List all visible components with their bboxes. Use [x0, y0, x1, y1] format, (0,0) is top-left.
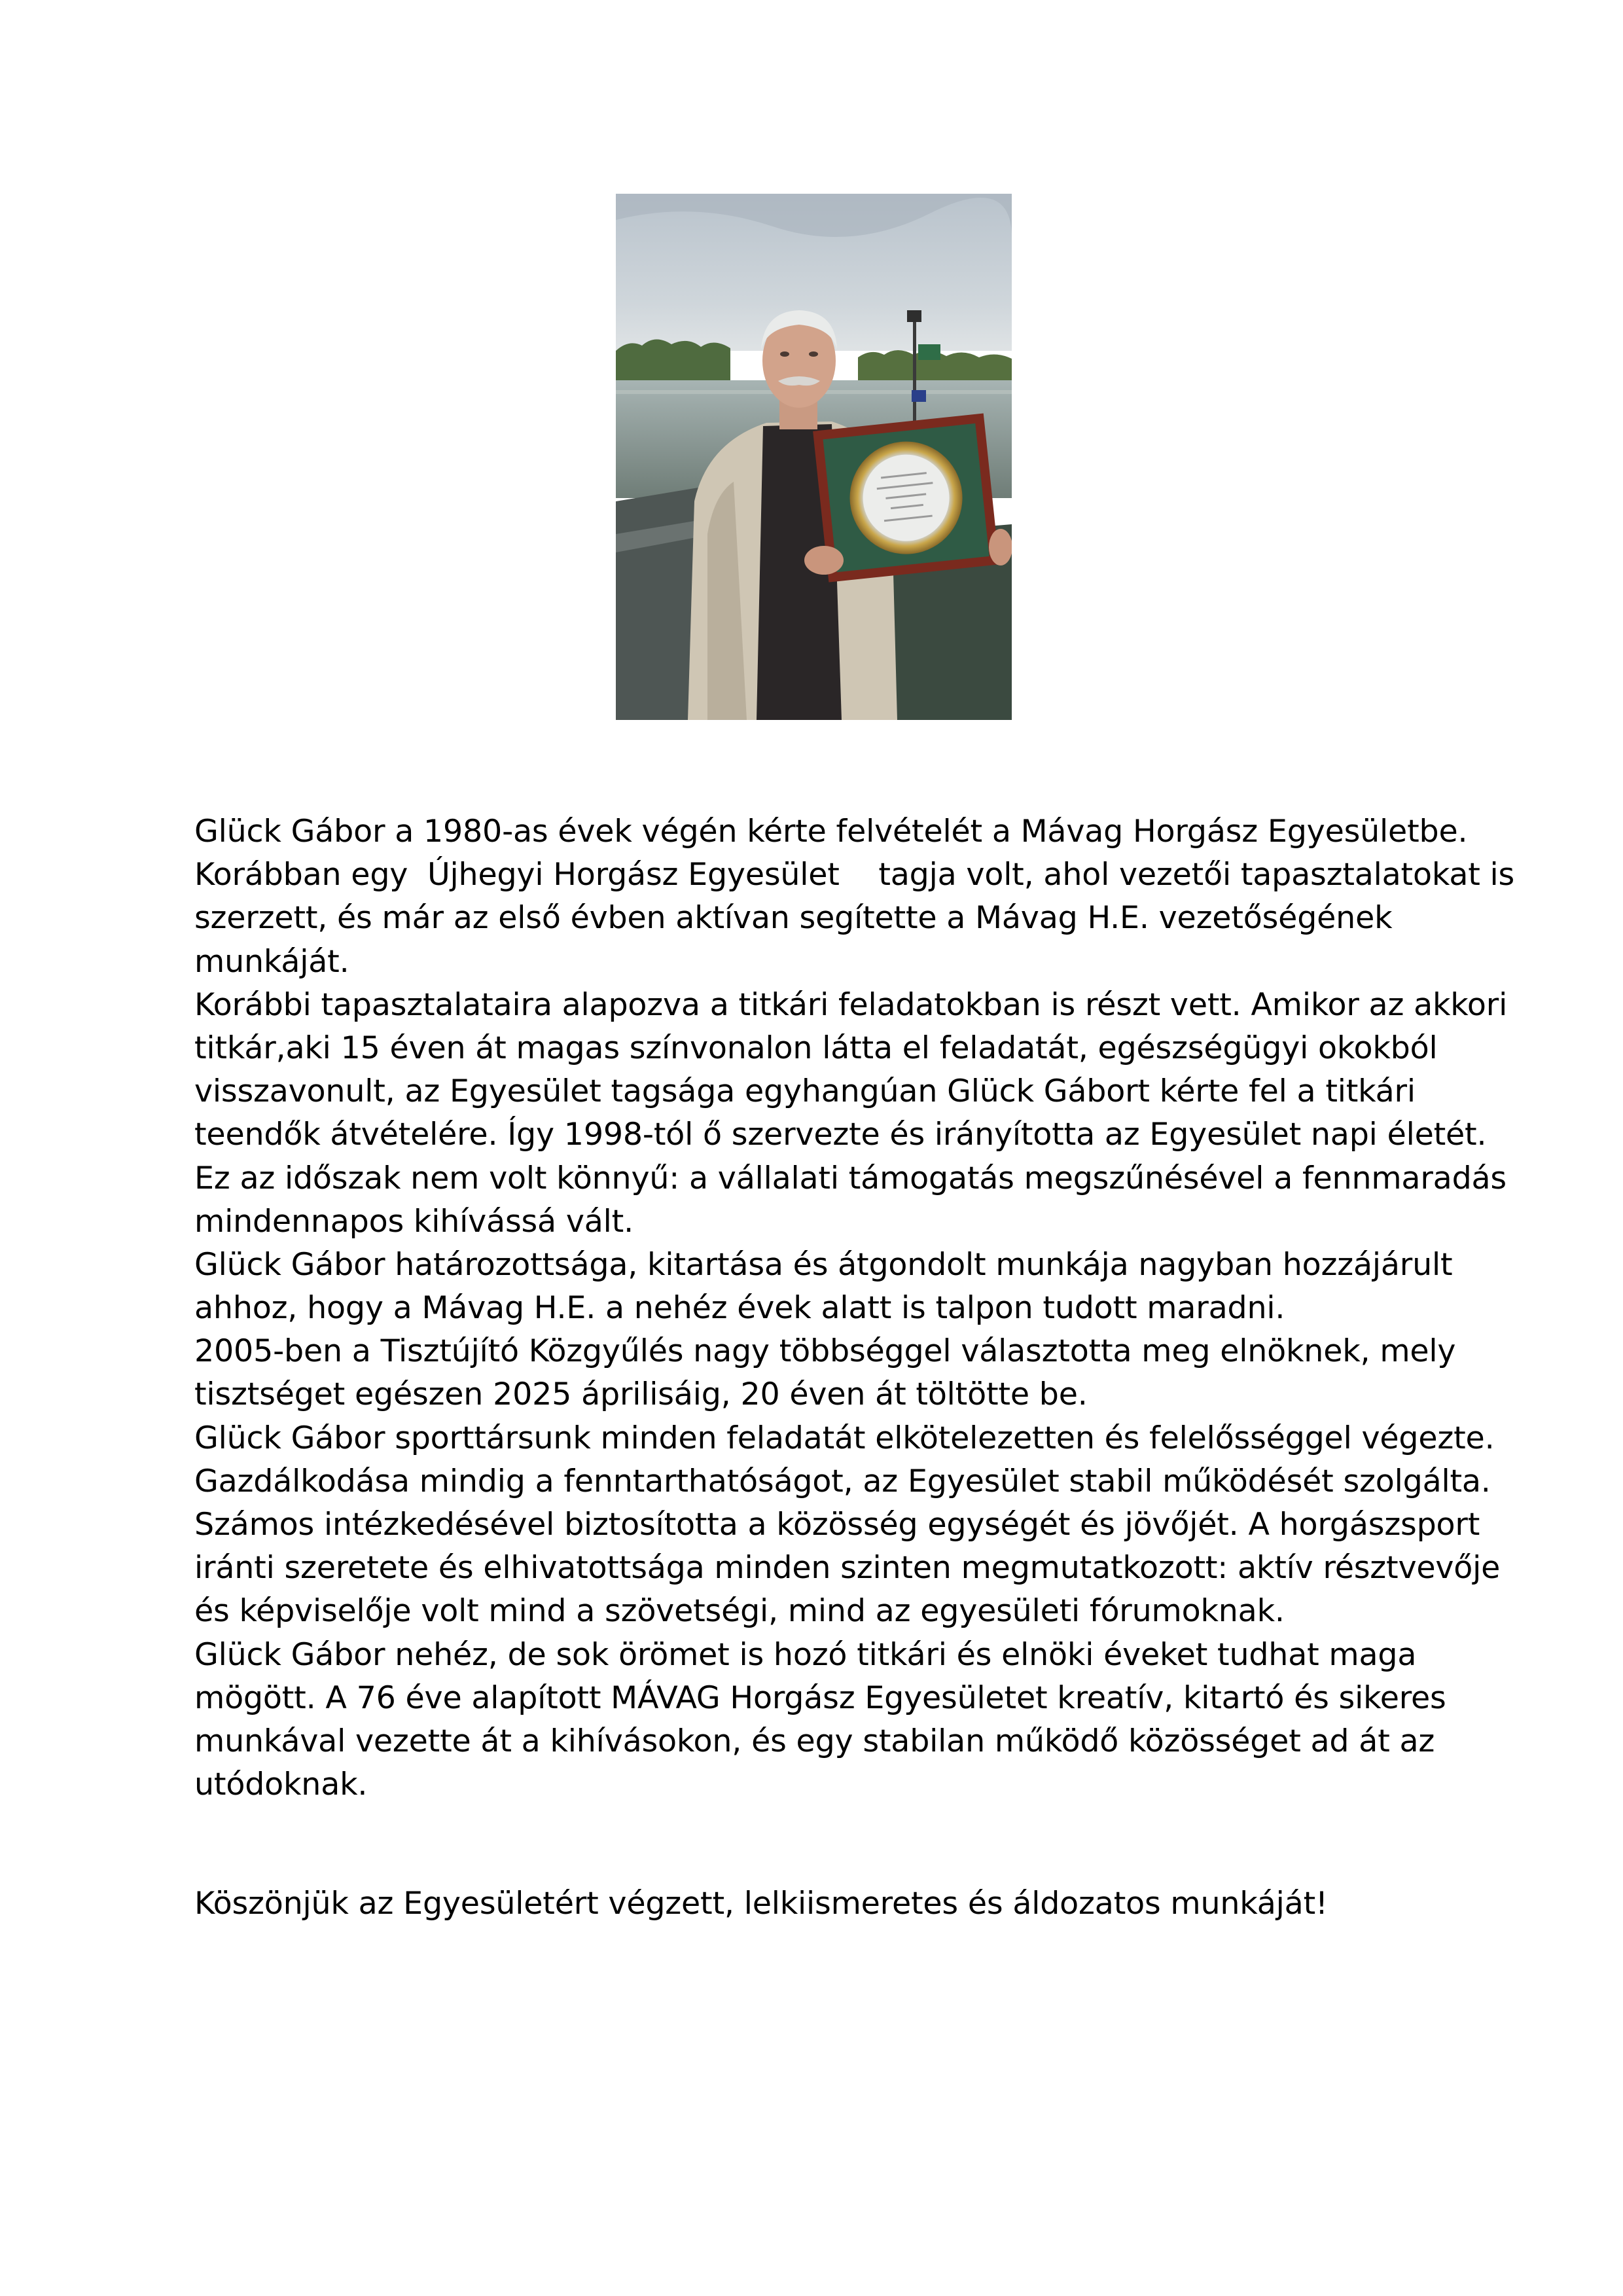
paragraph-line: Számos intézkedésével biztosította a közösség egységét és jövőjét. A horgászsport [194, 1507, 1480, 1543]
paragraph-line: szerzett, és már az első évben aktívan segítette a Mávag H.E. vezetőségének [194, 900, 1393, 937]
paragraph-line: teendők átvételére. Így 1998-tól ő szervezte és irányította az Egyesület napi életét. [194, 1117, 1487, 1153]
paragraph-line: iránti szeretete és elhivatottsága minden szinten megmutatkozott: aktív résztvevője [194, 1550, 1501, 1587]
paragraph-line: mindennapos kihívássá vált. [194, 1203, 633, 1240]
paragraph-line: Gazdálkodása mindig a fenntarthatóságot, az Egyesület stabil működését szolgálta. [194, 1463, 1491, 1499]
paragraph-line: Ez az időszak nem volt könnyű: a vállalati támogatás megszűnésével a fennmaradás [194, 1160, 1507, 1196]
paragraph-line: tisztséget egészen 2025 áprilisáig, 20 éven át töltötte be. [194, 1376, 1088, 1413]
paragraph-line: Glück Gábor sporttársunk minden feladatát elkötelezetten és felelősséggel végezte. [194, 1420, 1495, 1456]
paragraph-line: és képviselője volt mind a szövetségi, mind az egyesületi fórumoknak. [194, 1593, 1285, 1630]
paragraph-line: Korábbi tapasztalataira alapozva a titkári feladatokban is részt vett. Amikor az akkori [194, 986, 1508, 1023]
body-text [194, 810, 1515, 1926]
paragraph-line: Glück Gábor a 1980-as évek végén kérte felvételét a Mávag Horgász Egyesületbe. [194, 814, 1468, 850]
paragraph-line: Glück Gábor határozottsága, kitartása és átgondolt munkája nagyban hozzájárult [194, 1246, 1453, 1283]
portrait-photo-illustration [616, 194, 1012, 720]
paragraph-line: visszavonult, az Egyesület tagsága egyhangúan Glück Gábort kérte fel a titkári [194, 1073, 1416, 1110]
paragraph-line: Korábban egy Újhegyi Horgász Egyesület tagja volt, ahol vezetői tapasztalatokat is [194, 857, 1515, 893]
paragraph-line: titkár,aki 15 éven át magas színvonalon látta el feladatát, egészségügyi okokból [194, 1030, 1438, 1066]
paragraph-line: munkáját. [194, 943, 349, 980]
paragraph-line: Glück Gábor nehéz, de sok örömet is hozó titkári és elnöki éveket tudhat maga [194, 1636, 1417, 1673]
portrait-photo [616, 194, 1012, 720]
paragraph-line: 2005-ben a Tisztújító Közgyűlés nagy többséggel választotta meg elnöknek, mely [194, 1333, 1456, 1370]
paragraph-spacer [194, 1806, 1477, 1882]
paragraph-line: munkával vezette át a kihívásokon, és egy stabilan működő közösséget ad át az [194, 1723, 1435, 1759]
paragraph-line: utódoknak. [194, 1767, 368, 1803]
paragraph-line: mögött. A 76 éve alapított MÁVAG Horgász Egyesületet kreatív, kitartó és sikeres [194, 1679, 1446, 1716]
paragraph-line: ahhoz, hogy a Mávag H.E. a nehéz évek alatt is talpon tudott maradni. [194, 1290, 1285, 1327]
closing-line: Köszönjük az Egyesületért végzett, lelkiismeretes és áldozatos munkáját! [194, 1886, 1328, 1922]
